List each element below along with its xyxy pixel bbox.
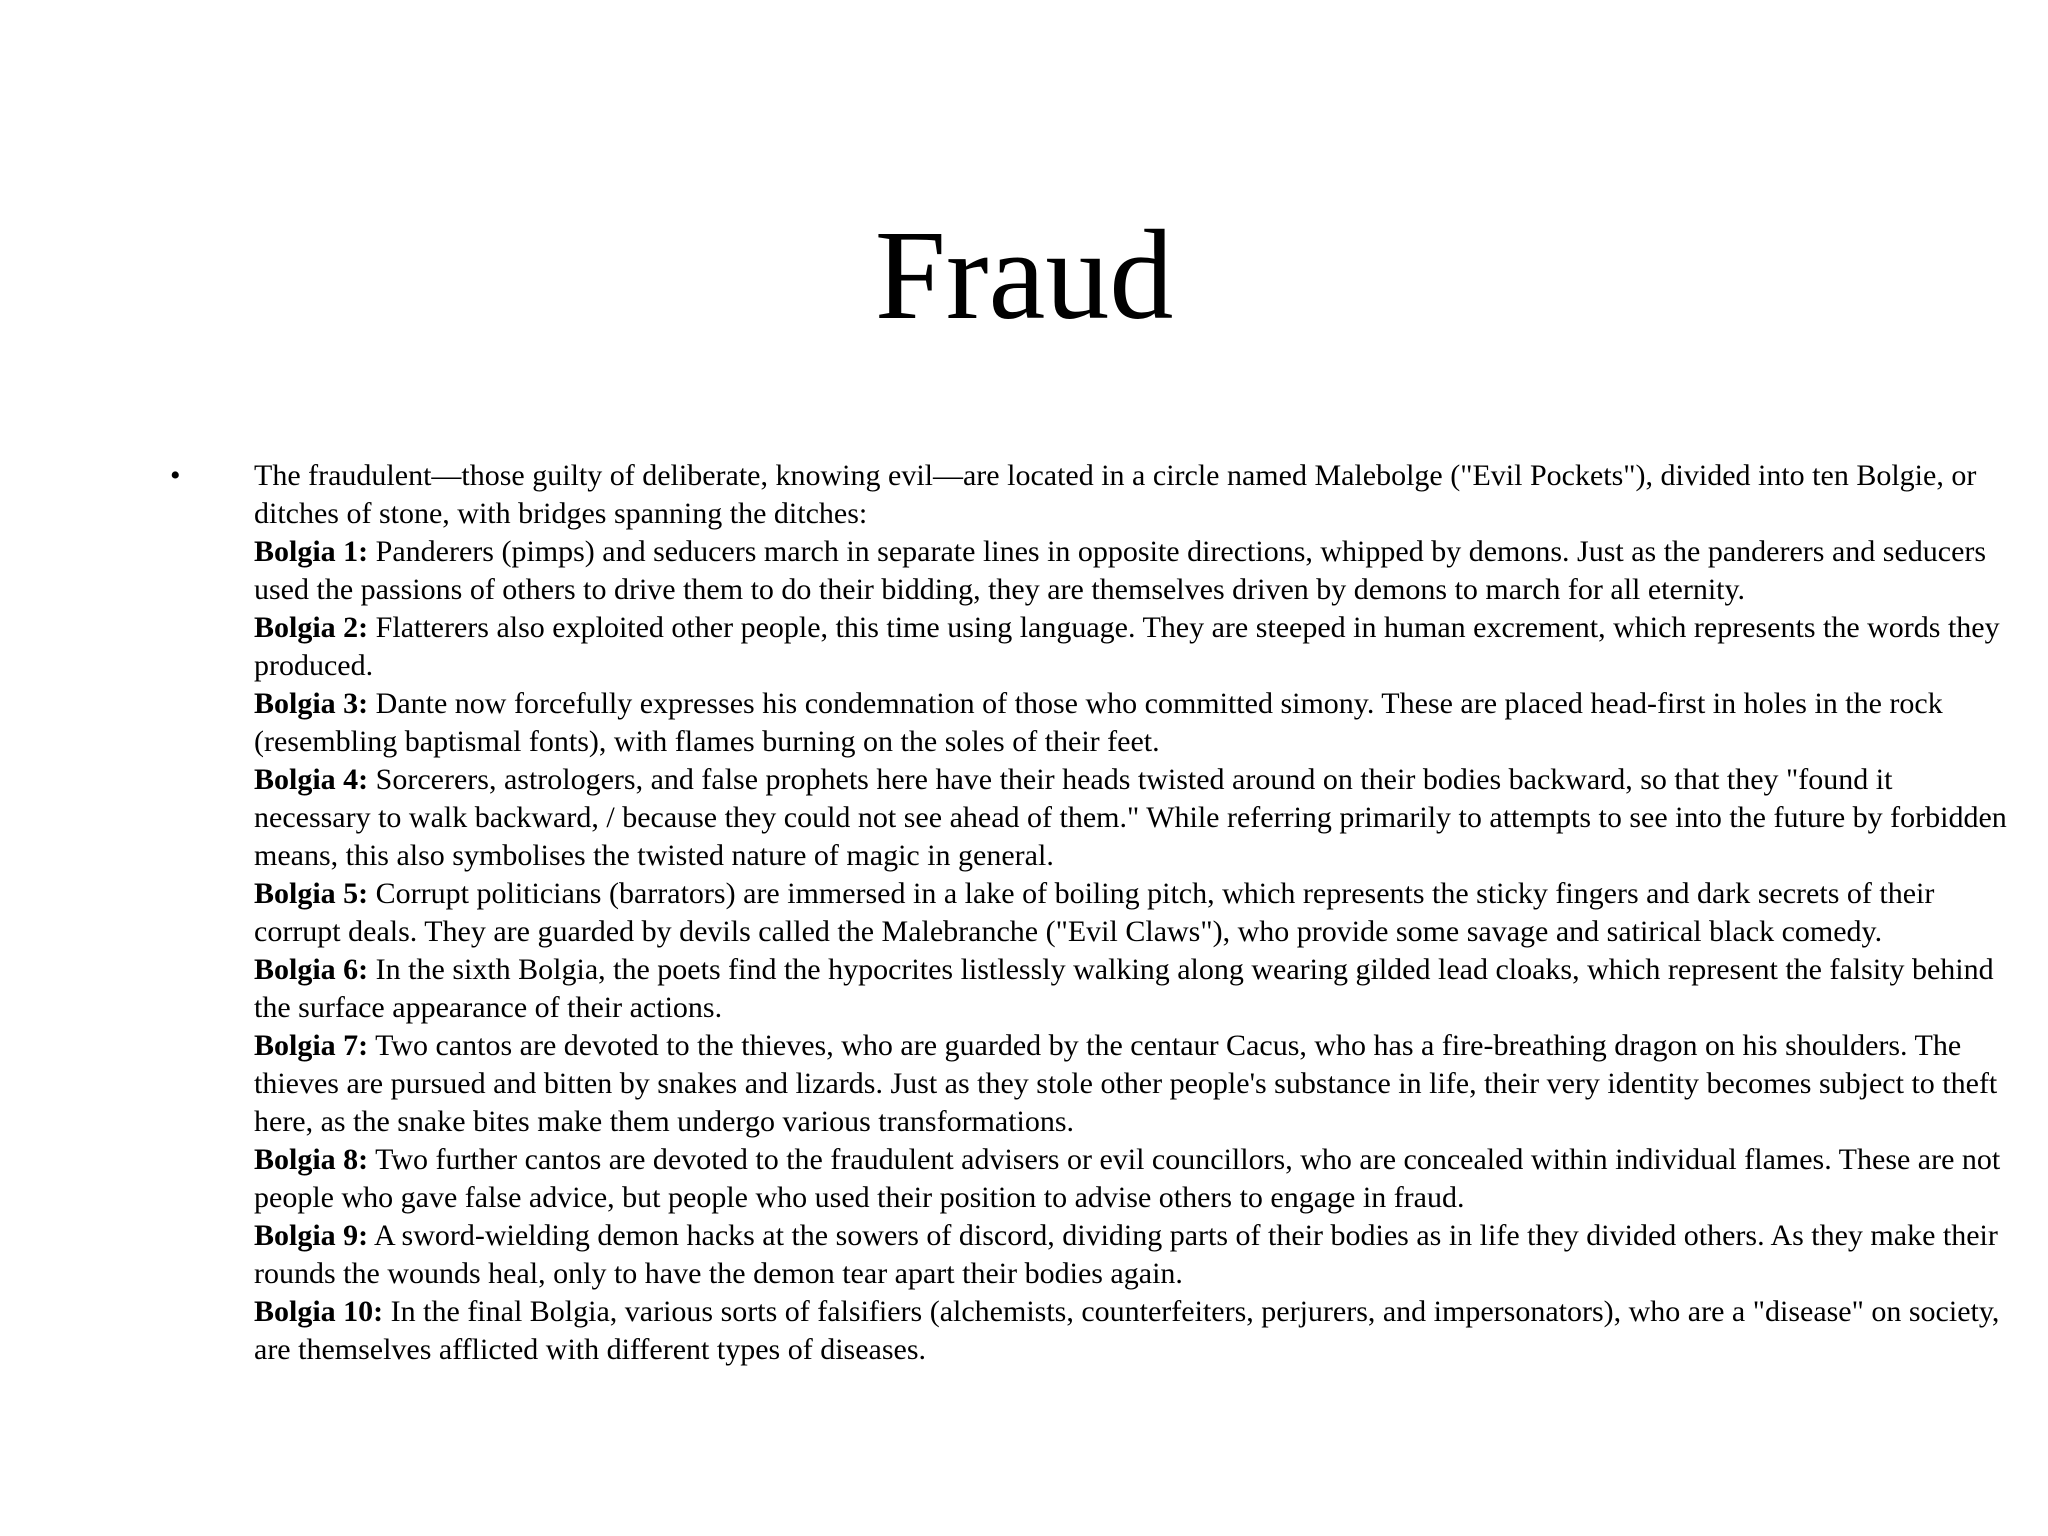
bolgia-label: Bolgia 4: [254,763,369,796]
bolgia-4 [254,761,2015,875]
bolgia-label: Bolgia 10: [254,1295,384,1328]
bolgia-label: Bolgia 6: [254,953,369,986]
bolgia-description: Panderers (pimps) and seducers march in separate lines in opposite directions, whipped by demons. Just as the panderers and seducers used the passions of others to drive them to do their bidding, they are themselves driven by demons to march for all eternity. [254,535,1987,606]
bolgia-label: Bolgia 8: [254,1143,369,1176]
bullet-text [254,457,2015,1369]
bolgia-description: Corrupt politicians (barrators) are immersed in a lake of boiling pitch, which represents the sticky fingers and dark secrets of their corrupt deals. They are guarded by devils called the Malebranche ("Evil Claws"), who provide some savage and satirical black comedy. [254,877,1935,948]
bolgia-label: Bolgia 9: [254,1219,369,1252]
bolgia-9 [254,1217,2015,1293]
bolgia-description: Sorcerers, astrologers, and false prophets here have their heads twisted around on their bodies backward, so that they "found it necessary to walk backward, / because they could not see ahead of them." While referring primarily to attempts to see into the future by forbidden means, this also symbolises the twisted nature of magic in general. [254,763,2007,872]
bolgia-3 [254,685,2015,761]
bolgia-label: Bolgia 7: [254,1029,369,1062]
bolgia-description: Two further cantos are devoted to the fraudulent advisers or evil councillors, who are concealed within individual flames. These are not people who gave false advice, but people who used their position to advise others to engage in fraud. [254,1143,2001,1214]
bolgia-label: Bolgia 1: [254,535,369,568]
bolgia-2 [254,609,2015,685]
slide-body [170,457,2015,1369]
bolgia-label: Bolgia 5: [254,877,369,910]
bolgia-label: Bolgia 3: [254,687,369,720]
bolgia-5 [254,875,2015,951]
bolgia-label: Bolgia 2: [254,611,369,644]
bolgia-6 [254,951,2015,1027]
bolgia-description: Two cantos are devoted to the thieves, who are guarded by the centaur Cacus, who has a fire-breathing dragon on his shoulders. The thieves are pursued and bitten by snakes and lizards. Just as they stole other people's substance in life, their very identity becomes subject to theft here, as the snake bites make them undergo various transformations. [254,1029,1998,1138]
bolgia-description: In the sixth Bolgia, the poets find the hypocrites listlessly walking along wearing gilded lead cloaks, which represent the falsity behind the surface appearance of their actions. [254,953,1994,1024]
slide-title: Fraud [874,204,1174,346]
bolgia-7 [254,1027,2015,1141]
bolgia-description: Dante now forcefully expresses his condemnation of those who committed simony. These are placed head-first in holes in the rock (resembling baptismal fonts), with flames burning on the soles of their feet. [254,687,1943,758]
bolgia-8 [254,1141,2015,1217]
bullet-marker: • [170,459,181,492]
bolgia-1 [254,533,2015,609]
bolgia-description: Flatterers also exploited other people, this time using language. They are steeped in human excrement, which represents the words they produced. [254,611,2000,682]
bolgia-10 [254,1293,2015,1369]
bolgia-description: A sword-wielding demon hacks at the sowers of discord, dividing parts of their bodies as in life they divided others. As they make their rounds the wounds heal, only to have the demon tear apart their bodies again. [254,1219,1998,1290]
bolgia-description: In the final Bolgia, various sorts of falsifiers (alchemists, counterfeiters, perjurers, and impersonators), who are a "disease" on society, are themselves afflicted with different types of diseases. [254,1295,2000,1366]
intro-paragraph: The fraudulent—those guilty of deliberate, knowing evil—are located in a circle named Malebolge ("Evil Pockets"), divided into ten Bolgie, or ditches of stone, with bridges spanning the ditches: [254,459,1977,530]
